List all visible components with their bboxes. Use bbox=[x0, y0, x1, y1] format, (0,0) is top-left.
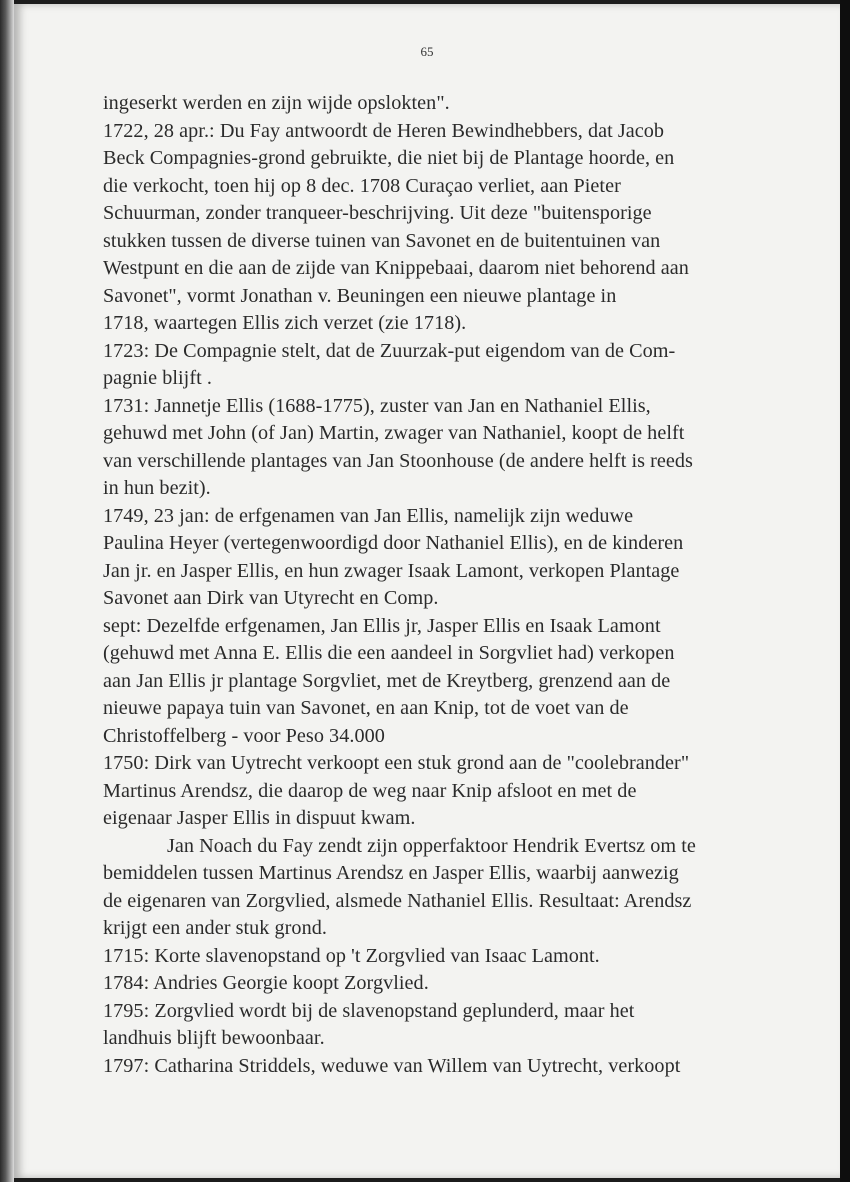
text-line: pagnie blijft . bbox=[103, 367, 212, 389]
text-line: landhuis blijft bewoonbaar. bbox=[103, 1027, 325, 1049]
text-line: 1795: Zorgvlied wordt bij de slavenopstand geplunderd, maar het bbox=[103, 999, 635, 1022]
text-line: Schuurman, zonder tranqueer-beschrijving. Uit deze "buitensporige bbox=[103, 202, 652, 224]
text-line: nieuwe papaya tuin van Savonet, en aan Knip, tot de voet van de bbox=[103, 697, 629, 719]
text-line: Westpunt en die aan de zijde van Knippebaai, daarom niet behorend aan bbox=[103, 257, 689, 279]
text-line: Beck Compagnies-grond gebruikte, die niet bij de Plantage hoorde, en bbox=[103, 147, 675, 169]
text-line: 1723: De Compagnie stelt, dat de Zuurzak-put eigendom van de Com- bbox=[103, 339, 676, 362]
text-line: ingeserkt werden en zijn wijde opslokten". bbox=[103, 92, 450, 114]
text-line: stukken tussen de diverse tuinen van Savonet en de buitentuinen van bbox=[103, 229, 661, 252]
text-line: krijgt een ander stuk grond. bbox=[103, 917, 327, 939]
text-line: van verschillende plantages van Jan Stoonhouse (de andere helft is reeds bbox=[103, 449, 693, 472]
text-line: Paulina Heyer (vertegenwoordigd door Nathaniel Ellis), en de kinderen bbox=[103, 532, 684, 554]
scan-border bbox=[840, 0, 850, 1182]
text-line: gehuwd met John (of Jan) Martin, zwager van Nathaniel, koopt de helft bbox=[103, 422, 685, 444]
text-line: bemiddelen tussen Martinus Arendsz en Jasper Ellis, waarbij aanwezig bbox=[103, 862, 679, 884]
book-spine-shadow bbox=[0, 0, 14, 1182]
text-line: 1731: Jannetje Ellis (1688-1775), zuster van Jan en Nathaniel Ellis, bbox=[103, 394, 651, 417]
page-text bbox=[103, 90, 783, 1080]
text-line: die verkocht, toen hij op 8 dec. 1708 Curaçao verliet, aan Pieter bbox=[103, 174, 621, 197]
text-line: Jan jr. en Jasper Ellis, en hun zwager Isaak Lamont, verkopen Plantage bbox=[103, 559, 680, 582]
text-line: (gehuwd met Anna E. Ellis die een aandeel in Sorgvliet had) verkopen bbox=[103, 642, 675, 664]
text-line: 1715: Korte slavenopstand op 't Zorgvlied van Isaac Lamont. bbox=[103, 944, 600, 967]
text-line: sept: Dezelfde erfgenamen, Jan Ellis jr, Jasper Ellis en Isaak Lamont bbox=[103, 614, 661, 637]
text-line: 1750: Dirk van Uytrecht verkoopt een stuk grond aan de "coolebrander" bbox=[103, 752, 690, 774]
text-line: 1718, waartegen Ellis zich verzet (zie 1718). bbox=[103, 312, 467, 334]
text-line: in hun bezit). bbox=[103, 477, 211, 499]
text-line: 1722, 28 apr.: Du Fay antwoordt de Heren Bewindhebbers, dat Jacob bbox=[103, 119, 665, 142]
text-line: 1749, 23 jan: de erfgenamen van Jan Ellis, namelijk zijn weduwe bbox=[103, 504, 634, 527]
text-line: de eigenaren van Zorgvlied, alsmede Nathaniel Ellis. Resultaat: Arendsz bbox=[103, 889, 692, 912]
text-line: 1784: Andries Georgie koopt Zorgvlied. bbox=[103, 972, 429, 994]
page-number: 65 bbox=[420, 44, 434, 59]
book-page bbox=[14, 4, 840, 1178]
text-line: eigenaar Jasper Ellis in dispuut kwam. bbox=[103, 807, 416, 829]
text-line: Martinus Arendsz, die daarop de weg naar Knip afsloot en met de bbox=[103, 779, 637, 802]
text-line: Savonet", vormt Jonathan v. Beuningen een nieuwe plantage in bbox=[103, 284, 617, 307]
text-line-indented: Jan Noach du Fay zendt zijn opperfaktoor Hendrik Evertsz om te bbox=[167, 834, 696, 857]
text-line: Savonet aan Dirk van Utyrecht en Comp. bbox=[103, 587, 439, 609]
text-line: 1797: Catharina Striddels, weduwe van Willem van Uytrecht, verkoopt bbox=[103, 1054, 681, 1077]
text-line: aan Jan Ellis jr plantage Sorgvliet, met de Kreytberg, grenzend aan de bbox=[103, 669, 671, 692]
text-line: Christoffelberg - voor Peso 34.000 bbox=[103, 724, 385, 747]
